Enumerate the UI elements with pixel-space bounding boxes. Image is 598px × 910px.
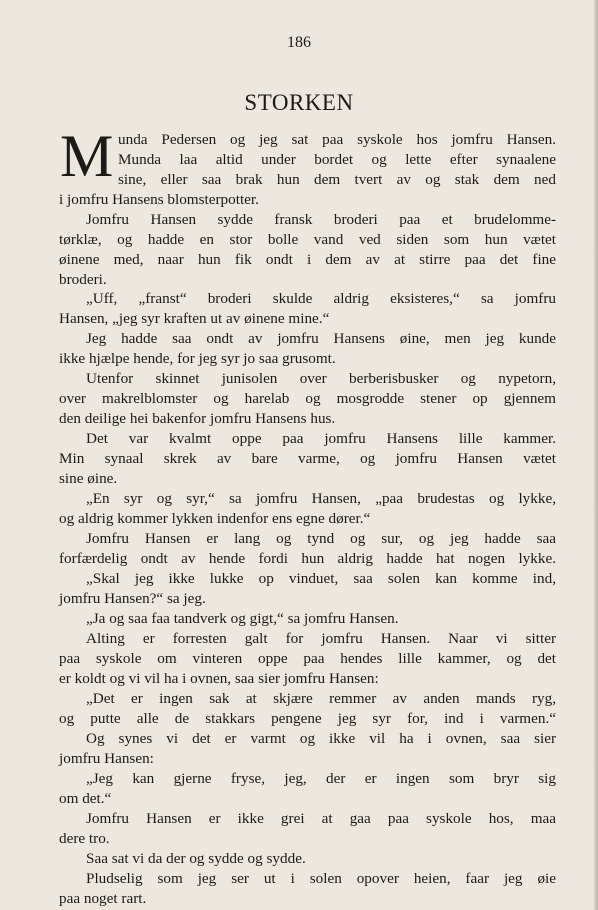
text-line: i jomfru Hansens blomsterpotter.	[59, 191, 259, 208]
text-line: „Ja og saa faa tandverk og gigt,“ sa jomfru Hansen.	[86, 610, 399, 627]
text-line: tørklæ, og hadde en stor bolle vand ved siden som hun vætet	[59, 231, 556, 248]
text-line: sine øine.	[59, 470, 118, 487]
text-line: Pludselig som jeg ser ut i solen opover heien, faar jeg øie	[86, 870, 556, 887]
text-line: broderi.	[59, 271, 107, 288]
text-line: ikke hjælpe hende, for jeg syr jo saa grusomt.	[59, 350, 336, 367]
text-line: Jomfru Hansen sydde fransk broderi paa et brudelomme-	[86, 211, 556, 228]
text-line: „Skal jeg ikke lukke op vinduet, saa solen kan komme ind,	[86, 570, 556, 587]
text-line: om det.“	[59, 790, 112, 807]
text-line: og aldrig kommer lykken indenfor ens egne dører.“	[59, 510, 371, 527]
text-line: Munda laa altid under bordet og lette efter synaalene	[118, 151, 556, 168]
text-line: „Det er ingen sak at skjære remmer av anden mands ryg,	[86, 690, 556, 707]
text-line: forfærdelig ondt av hende fordi hun aldrig hadde hat nogen lykke.	[59, 550, 556, 567]
chapter-title: STORKEN	[244, 90, 354, 115]
text-line: Hansen, „jeg syr kraften ut av øinene mine.“	[59, 310, 330, 327]
page-number: 186	[287, 34, 311, 51]
text-line: er koldt og vi vil ha i ovnen, saa sier jomfru Hansen:	[59, 670, 379, 687]
text-line: Alting er forresten galt for jomfru Hansen. Naar vi sitter	[86, 630, 556, 647]
text-line: Jomfru Hansen er lang og tynd og sur, og jeg hadde saa	[86, 530, 556, 547]
text-line: unda Pedersen og jeg sat paa syskole hos jomfru Hansen.	[118, 131, 556, 148]
text-line: over makrelblomster og harelab og mosgrodde stener op gjennem	[59, 390, 556, 407]
text-line: den deilige hei bakenfor jomfru Hansens hus.	[59, 410, 336, 427]
text-line: sine, eller saa brak hun dem tvert av og stak dem ned	[118, 171, 556, 188]
drop-cap: M	[60, 123, 114, 189]
text-line: Utenfor skinnet junisolen over berberisbusker og nypetorn,	[86, 370, 556, 387]
text-line: jomfru Hansen?“ sa jeg.	[59, 590, 206, 607]
text-line: „Uff, „franst“ broderi skulde aldrig eksisteres,“ sa jomfru	[86, 290, 556, 307]
text-line: dere tro.	[59, 830, 110, 847]
text-line: og putte alle de stakkars pengene jeg syr for, ind i varmen.“	[59, 710, 556, 727]
text-line: jomfru Hansen:	[59, 750, 154, 767]
page-edge-shadow	[593, 0, 598, 910]
text-line: Og synes vi det er varmt og ikke vil ha i ovnen, saa sier	[86, 730, 556, 747]
text-line: øinene med, naar hun fik ondt i dem av at stirre paa det fine	[59, 251, 556, 268]
text-line: Saa sat vi da der og sydde og sydde.	[86, 850, 306, 867]
text-line: „Jeg kan gjerne fryse, jeg, der er ingen som bryr sig	[86, 770, 556, 787]
text-line: Jeg hadde saa ondt av jomfru Hansens øine, men jeg kunde	[86, 330, 556, 347]
text-line: paa syskole om vinteren oppe paa hendes lille kammer, og det	[59, 650, 556, 667]
text-line: „En syr og syr,“ sa jomfru Hansen, „paa brudestas og lykke,	[86, 490, 556, 507]
text-line: Min synaal skrek av bare varme, og jomfru Hansen vætet	[59, 450, 556, 467]
text-line: Det var kvalmt oppe paa jomfru Hansens lille kammer.	[86, 430, 556, 447]
text-line: Jomfru Hansen er ikke grei at gaa paa syskole hos, maa	[86, 810, 556, 827]
text-line: paa noget rart.	[59, 890, 147, 907]
